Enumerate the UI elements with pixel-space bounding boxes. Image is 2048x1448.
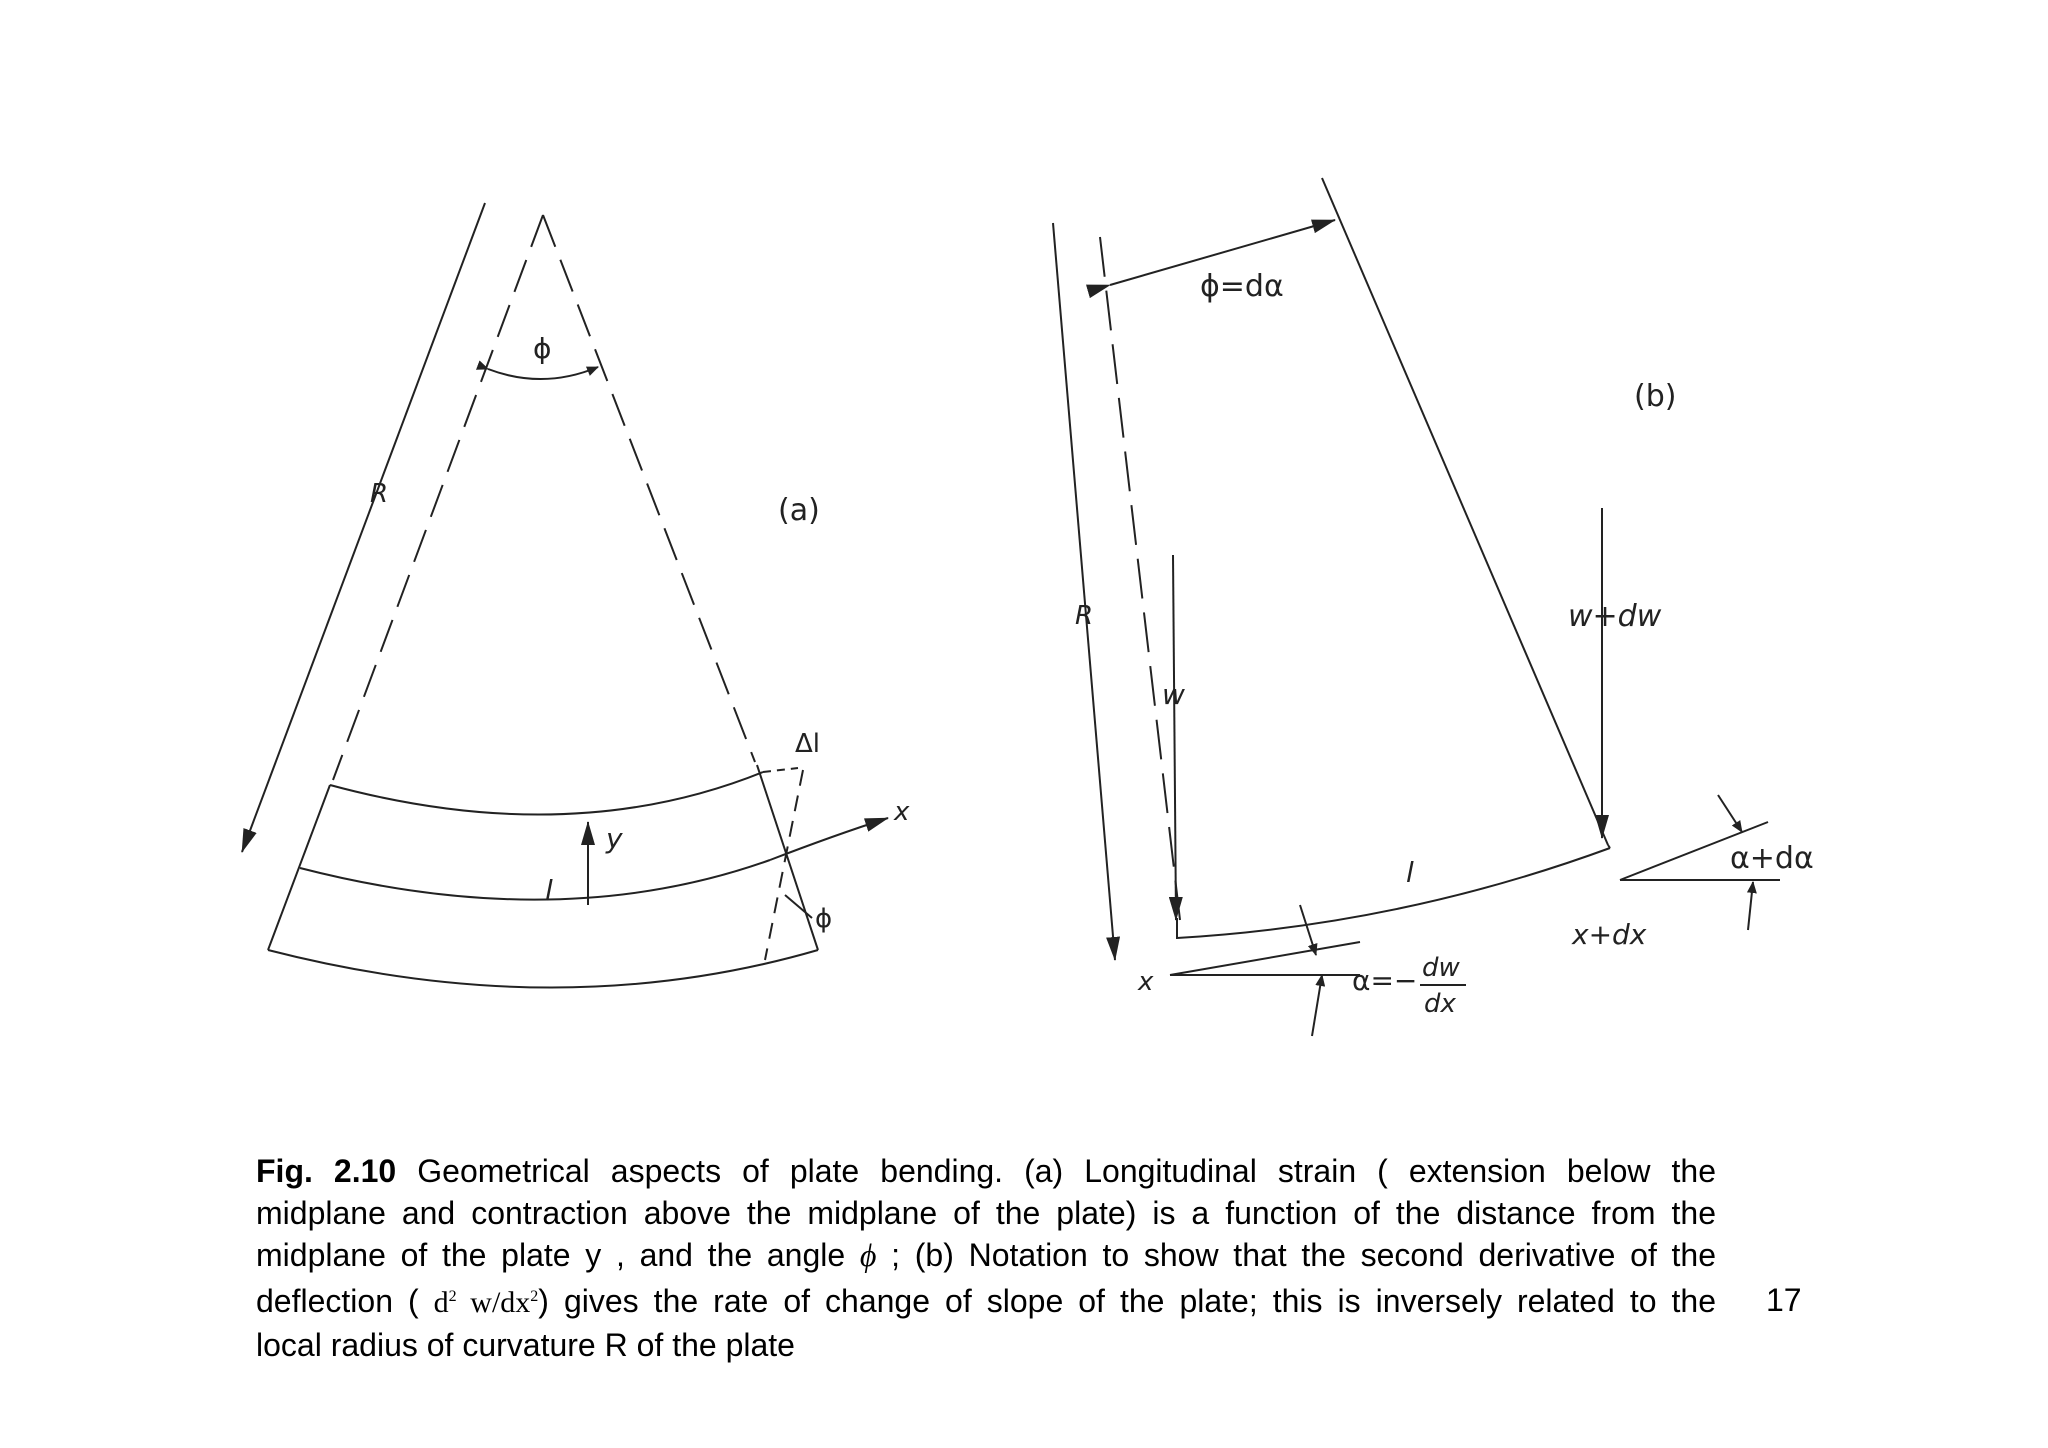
caption-text-3b: ; (b) Notation to show that the second derivative of the <box>891 1237 1717 1273</box>
panel-a-labels <box>370 332 910 934</box>
label-R-b: R <box>1075 601 1094 631</box>
caption-line-1 <box>256 1150 1716 1192</box>
delta-l-dashed-1 <box>765 770 803 960</box>
figure-caption <box>256 1150 1716 1366</box>
label-dw: dw <box>1422 953 1460 983</box>
phi-small-line <box>785 895 812 918</box>
plate-bottom-surface <box>268 950 818 988</box>
label-alpha-eq: α=− <box>1352 964 1418 997</box>
second-derivative: $d^2$ $w/dx^2$ <box>433 1286 539 1319</box>
label-alpha-da: α+dα <box>1730 841 1814 876</box>
caption-text-3a: midplane of the plate y , and the angle <box>256 1237 846 1273</box>
phi-symbol: ϕ <box>859 1237 877 1273</box>
phi-arc-a <box>488 367 598 379</box>
plate-mid-surface <box>300 860 770 900</box>
caption-text-1: Geometrical aspects of plate bending. (a) Longitudinal strain ( extension below the <box>417 1153 1717 1189</box>
caption-line-2: midplane and contraction above the midplane of the plate) is a function of the distance from the <box>256 1195 1716 1231</box>
cone-left-dashed <box>333 215 543 780</box>
label-phi-bottom: ϕ <box>815 904 833 934</box>
radius-solid-right <box>1322 178 1608 845</box>
label-w-dw: w+dw <box>1568 599 1662 634</box>
radius-dashed-b <box>1100 237 1180 920</box>
label-x-b: x <box>1138 967 1154 997</box>
label-phi-eq: ϕ=dα <box>1200 269 1284 304</box>
label-x-a: x <box>894 797 910 827</box>
tangent-x <box>1170 942 1360 975</box>
label-phi-top: ϕ <box>533 332 552 365</box>
radius-arrow-b <box>1053 223 1115 960</box>
plate-left-edge <box>268 785 330 950</box>
label-delta-l: Δl <box>795 729 821 759</box>
plate-right-edge <box>757 765 818 950</box>
alpha-arrow-down <box>1300 905 1316 955</box>
alpha-da-arrow-up <box>1748 882 1753 930</box>
label-l-a: l <box>545 874 553 907</box>
label-y: y <box>606 822 623 855</box>
caption-line-4 <box>256 1276 1716 1324</box>
delta-l-dashed-2 <box>763 768 798 772</box>
label-l-b: l <box>1406 856 1414 889</box>
plate-top-surface <box>330 772 763 815</box>
alpha-arrow-up <box>1312 975 1322 1036</box>
panel-b <box>1053 178 1780 1036</box>
label-panel-a: (a) <box>778 493 820 528</box>
plate-element-b <box>1177 848 1610 938</box>
label-w: w <box>1162 678 1185 711</box>
caption-text-4a: deflection ( <box>256 1283 419 1319</box>
figure-label: Fig. 2.10 <box>256 1153 397 1189</box>
caption-line-5: local radius of curvature R of the plate <box>256 1327 795 1363</box>
label-panel-b: (b) <box>1634 379 1677 414</box>
plate-curve-segment <box>1608 845 1610 848</box>
label-x-dx: x+dx <box>1572 918 1647 951</box>
label-R-a: R <box>370 479 389 509</box>
x-axis-arrow-a <box>770 818 888 860</box>
alpha-da-arrow-down <box>1718 795 1742 832</box>
cone-right-dashed <box>543 215 755 762</box>
panel-b-labels <box>1075 269 1814 1019</box>
caption-text-4b: ) gives the rate of change of slope of the plate; this is inversely related to the <box>538 1283 1717 1319</box>
caption-line-3 <box>256 1234 1716 1276</box>
panel-a <box>242 203 888 988</box>
page-number: 17 <box>1766 1282 1802 1318</box>
label-dx: dx <box>1424 989 1456 1019</box>
radius-arrow-a <box>242 203 485 852</box>
